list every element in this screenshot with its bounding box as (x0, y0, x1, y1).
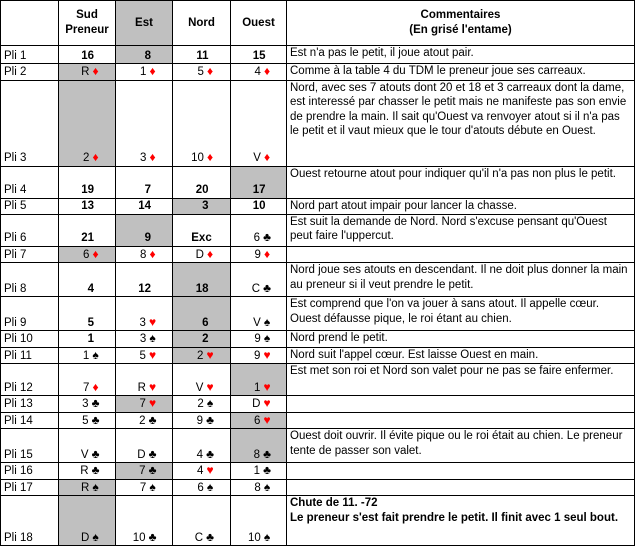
diamond-suit-icon: ♦ (92, 379, 99, 394)
card-ouest (231, 479, 287, 496)
club-suit-icon: ♣ (263, 280, 271, 295)
card-est (116, 263, 173, 297)
club-suit-icon: ♣ (91, 412, 100, 427)
card-value: 5 (197, 66, 204, 78)
diamond-suit-icon: ♦ (206, 150, 214, 164)
card-value: 4 (196, 448, 204, 461)
pli-label: Pli 1 (1, 46, 59, 64)
comment-cell (287, 412, 635, 429)
heart-suit-icon: ♥ (148, 314, 157, 329)
card-est (116, 198, 173, 214)
club-suit-icon: ♣ (91, 463, 100, 477)
spade-suit-icon: ♠ (149, 479, 156, 494)
comment-cell (287, 214, 635, 246)
card-value: 6 (253, 232, 261, 244)
spade-suit-icon: ♠ (206, 396, 214, 410)
card-value: 2 (197, 349, 204, 362)
comment-text: Ouest doit ouvrir. Il évite pique ou le roi était au chien. Le preneur tente de passer son valet. (290, 430, 623, 457)
trick-row (1, 496, 635, 546)
comment-cell (287, 463, 635, 480)
trick-row (1, 263, 635, 297)
club-suit-icon: ♣ (263, 463, 271, 477)
club-suit-icon: ♣ (206, 412, 214, 427)
comment-cell (287, 263, 635, 297)
card-value: 10 (252, 200, 266, 212)
card-value: 5 (87, 316, 94, 329)
card-value: 8 (144, 49, 151, 62)
trick-row (1, 64, 635, 81)
comment-cell (287, 479, 635, 496)
card-value: 21 (81, 232, 94, 244)
trick-row (1, 364, 635, 396)
card-est (116, 166, 173, 198)
card-value: 19 (81, 184, 94, 196)
comment-text: Nord prend le petit. (290, 332, 388, 344)
card-sud (59, 463, 116, 480)
card-ouest (231, 214, 287, 246)
card-ouest (231, 80, 287, 166)
pli-label: Pli 6 (1, 214, 59, 246)
comment-text: Nord joue ses atouts en descendant. Il ne doit plus donner la main au preneur si il veut prendre le petit. (290, 264, 628, 291)
card-nord (173, 198, 231, 214)
comment-cell (287, 331, 635, 348)
card-value: V (253, 316, 261, 329)
card-est (116, 297, 173, 331)
card-est (116, 331, 173, 348)
club-suit-icon: ♣ (148, 529, 157, 544)
club-suit-icon: ♣ (148, 446, 157, 461)
card-ouest (231, 429, 287, 463)
card-value: D (252, 398, 261, 410)
card-value: 6 (254, 414, 261, 427)
diamond-suit-icon: ♦ (263, 150, 271, 164)
card-nord (173, 412, 231, 429)
pli-label: Pli 8 (1, 263, 59, 297)
card-nord (173, 463, 231, 480)
card-value: 7 (83, 381, 90, 394)
card-value: C (194, 531, 204, 544)
card-value: 9 (254, 333, 261, 345)
trick-row (1, 166, 635, 198)
card-est (116, 214, 173, 246)
trick-row (1, 331, 635, 348)
card-value: C (251, 282, 261, 295)
comment-cell (287, 46, 635, 64)
card-value: 18 (195, 282, 209, 295)
card-sud (59, 412, 116, 429)
card-value: R (137, 381, 146, 394)
trick-row (1, 479, 635, 496)
card-nord (173, 347, 231, 364)
card-ouest (231, 263, 287, 297)
comment-cell (287, 396, 635, 413)
card-sud (59, 80, 116, 166)
card-value: R (81, 66, 90, 78)
club-suit-icon: ♣ (206, 529, 214, 544)
card-value: 20 (195, 184, 209, 196)
diamond-suit-icon: ♦ (263, 246, 271, 261)
pli-label: Pli 9 (1, 297, 59, 331)
card-value: D (81, 531, 90, 544)
card-value: 6 (197, 481, 204, 494)
card-ouest (231, 396, 287, 413)
pli-label: Pli 12 (1, 364, 59, 396)
card-value: 7 (139, 398, 146, 410)
comment-cell (287, 496, 635, 546)
card-value: 16 (81, 49, 94, 62)
comment-cell (287, 64, 635, 81)
header-est: Est (116, 1, 173, 46)
card-sud (59, 64, 116, 81)
card-nord (173, 80, 231, 166)
card-value: 2 (139, 414, 146, 427)
card-est (116, 412, 173, 429)
card-est (116, 46, 173, 64)
trick-row (1, 396, 635, 413)
card-sud (59, 396, 116, 413)
comment-cell (287, 246, 635, 263)
heart-suit-icon: ♥ (206, 347, 214, 362)
spade-suit-icon: ♠ (206, 479, 214, 494)
card-ouest (231, 364, 287, 396)
card-sud (59, 496, 116, 546)
diamond-suit-icon: ♦ (92, 64, 99, 78)
card-value: 11 (196, 49, 209, 62)
card-value: 15 (252, 49, 266, 62)
card-est (116, 429, 173, 463)
club-suit-icon: ♣ (91, 446, 100, 461)
card-value: 10 (191, 152, 204, 164)
card-sud (59, 347, 116, 364)
pli-label: Pli 15 (1, 429, 59, 463)
card-value: R (81, 481, 90, 494)
heart-suit-icon: ♥ (206, 463, 214, 477)
card-ouest (231, 347, 287, 364)
card-value: 13 (81, 200, 94, 212)
card-value: 3 (82, 398, 89, 410)
comment-text: Comme à la table 4 du TDM le preneur joue ses carreaux. (290, 65, 586, 77)
diamond-suit-icon: ♦ (206, 64, 214, 78)
card-value: 14 (138, 200, 151, 212)
diamond-suit-icon: ♦ (149, 150, 156, 164)
card-value: 9 (196, 414, 204, 427)
club-suit-icon: ♣ (263, 446, 271, 461)
spade-suit-icon: ♠ (263, 331, 271, 345)
trick-row (1, 246, 635, 263)
card-value: 8 (140, 248, 147, 261)
card-value: 4 (254, 66, 261, 78)
card-ouest (231, 412, 287, 429)
card-value: 8 (254, 481, 261, 494)
card-ouest (231, 331, 287, 348)
card-value: 3 (139, 316, 146, 329)
card-nord (173, 297, 231, 331)
card-ouest (231, 496, 287, 546)
card-nord (173, 64, 231, 81)
comment-text: Est n'a pas le petit, il joue atout pair. (290, 47, 474, 59)
card-est (116, 64, 173, 81)
card-value: 1 (253, 465, 261, 477)
comment-cell (287, 80, 635, 166)
comment-cell (287, 297, 635, 331)
card-sud (59, 198, 116, 214)
diamond-suit-icon: ♦ (263, 64, 271, 78)
card-value: 1 (140, 66, 147, 78)
card-value: 7 (144, 184, 151, 196)
card-nord (173, 364, 231, 396)
card-sud (59, 214, 116, 246)
card-est (116, 246, 173, 263)
club-suit-icon: ♣ (263, 230, 271, 244)
pli-label: Pli 10 (1, 331, 59, 348)
card-nord (173, 166, 231, 198)
card-value: 2 (202, 333, 209, 345)
comment-text: Ouest retourne atout pour indiquer qu'il n'a pas non plus le petit. (290, 167, 616, 180)
card-est (116, 463, 173, 480)
card-sud (59, 297, 116, 331)
pli-label: Pli 13 (1, 396, 59, 413)
comment-cell (287, 347, 635, 364)
pli-label: Pli 4 (1, 166, 59, 198)
card-ouest (231, 166, 287, 198)
club-suit-icon: ♣ (206, 446, 214, 461)
spade-suit-icon: ♠ (149, 331, 156, 345)
card-value: 9 (254, 248, 261, 261)
comment-text: Nord suit l'appel cœur. Est laisse Ouest en main. (290, 348, 539, 361)
pli-label: Pli 3 (1, 80, 59, 166)
pli-label: Pli 18 (1, 496, 59, 546)
pli-label: Pli 11 (1, 347, 59, 364)
heart-suit-icon: ♥ (263, 379, 271, 394)
card-value: 2 (83, 152, 90, 164)
card-sud (59, 246, 116, 263)
card-nord (173, 214, 231, 246)
card-value: D (195, 248, 204, 261)
card-value: 3 (202, 200, 209, 212)
spade-suit-icon: ♠ (263, 314, 271, 329)
pli-label: Pli 5 (1, 198, 59, 214)
card-value: 6 (83, 248, 90, 261)
header-ouest: Ouest (231, 1, 287, 46)
spade-suit-icon: ♠ (92, 347, 99, 362)
header-sud-preneur: Sud Preneur (59, 1, 116, 46)
card-value: 4 (197, 465, 204, 477)
card-value: 8 (253, 448, 261, 461)
header-pli (1, 1, 59, 46)
card-value: 1 (254, 381, 261, 394)
card-nord (173, 331, 231, 348)
card-nord (173, 496, 231, 546)
trick-row (1, 412, 635, 429)
trick-row (1, 463, 635, 480)
card-value: 1 (82, 349, 90, 362)
pli-label: Pli 7 (1, 246, 59, 263)
card-value: R (80, 465, 89, 477)
card-sud (59, 166, 116, 198)
card-ouest (231, 463, 287, 480)
comment-cell (287, 166, 635, 198)
comment-text: Est suit la demande de Nord. Nord s'excuse pensant qu'Ouest peut faire l'uppercut. (290, 215, 607, 242)
heart-suit-icon: ♥ (206, 379, 214, 394)
card-est (116, 396, 173, 413)
card-value: V (195, 381, 204, 394)
pli-label: Pli 16 (1, 463, 59, 480)
trick-row (1, 46, 635, 64)
card-value: 4 (87, 282, 94, 295)
card-value: 1 (87, 333, 94, 345)
card-est (116, 347, 173, 364)
card-sud (59, 364, 116, 396)
comment-text: Est comprend que l'on va jouer à sans atout. Il appelle cœur. Ouest défausse pique, le roi étant au chien. (290, 298, 600, 325)
card-value: 10 (132, 531, 146, 544)
trick-row (1, 214, 635, 246)
header-nord: Nord (173, 1, 231, 46)
pli-label: Pli 2 (1, 64, 59, 81)
club-suit-icon: ♣ (91, 396, 100, 410)
club-suit-icon: ♣ (148, 412, 157, 427)
card-est (116, 496, 173, 546)
card-value: 7 (139, 465, 146, 477)
card-nord (173, 396, 231, 413)
comment-cell (287, 198, 635, 214)
heart-suit-icon: ♥ (148, 347, 157, 362)
card-sud (59, 429, 116, 463)
spade-suit-icon: ♠ (263, 479, 271, 494)
card-nord (173, 429, 231, 463)
trick-row (1, 80, 635, 166)
card-value: 17 (252, 184, 266, 196)
trick-row (1, 347, 635, 364)
diamond-suit-icon: ♦ (206, 246, 214, 261)
card-value: 6 (202, 316, 209, 329)
card-est (116, 80, 173, 166)
card-nord (173, 46, 231, 64)
trick-row (1, 429, 635, 463)
card-sud (59, 263, 116, 297)
spade-suit-icon: ♠ (92, 479, 99, 494)
card-ouest (231, 198, 287, 214)
comment-text: Nord, avec ses 7 atouts dont 20 et 18 et 3 carreaux dont la dame, est interessé par chasser le petit mais ne manifeste pas son envie de prendre la main. Il sait qu'Ouest va renvoyer atout si il n'a pas le petit et il vaut mieux que le tour d'atouts débute en Ouest. (290, 81, 627, 137)
spade-suit-icon: ♠ (92, 529, 99, 544)
diamond-suit-icon: ♦ (149, 64, 156, 78)
comment-text: Le preneur s'est fait prendre le petit. Il finit avec 1 seul bout. (290, 511, 619, 524)
card-sud (59, 479, 116, 496)
heart-suit-icon: ♥ (148, 396, 157, 410)
card-value: 7 (139, 481, 147, 494)
trick-row (1, 198, 635, 214)
comment-text: Chute de 11. -72 (290, 497, 378, 509)
spade-suit-icon: ♠ (263, 529, 271, 544)
pli-label: Pli 14 (1, 412, 59, 429)
card-value: 10 (248, 531, 261, 544)
card-value: Exc (191, 232, 212, 244)
trick-row (1, 297, 635, 331)
card-value: 9 (254, 349, 261, 362)
tricks-body (1, 46, 635, 546)
heart-suit-icon: ♥ (263, 347, 271, 362)
card-est (116, 364, 173, 396)
card-nord (173, 479, 231, 496)
comment-text: Nord part atout impair pour lancer la chasse. (290, 199, 517, 212)
card-value: 12 (138, 282, 151, 295)
comment-cell (287, 429, 635, 463)
card-est (116, 479, 173, 496)
diamond-suit-icon: ♦ (149, 246, 156, 261)
card-nord (173, 246, 231, 263)
card-value: 9 (144, 232, 151, 244)
card-value: 3 (140, 152, 147, 164)
diamond-suit-icon: ♦ (92, 246, 99, 261)
card-ouest (231, 297, 287, 331)
comment-text: Est met son roi et Nord son valet pour ne pas se faire enfermer. (290, 365, 614, 377)
card-value: V (80, 448, 89, 461)
card-value: 2 (197, 398, 204, 410)
card-ouest (231, 246, 287, 263)
card-value: D (137, 448, 146, 461)
card-ouest (231, 46, 287, 64)
diamond-suit-icon: ♦ (92, 150, 99, 164)
pli-label: Pli 17 (1, 479, 59, 496)
card-sud (59, 46, 116, 64)
heart-suit-icon: ♥ (263, 396, 271, 410)
card-value: 5 (139, 349, 146, 362)
card-value: 3 (139, 333, 147, 345)
card-ouest (231, 64, 287, 81)
heart-suit-icon: ♥ (263, 412, 271, 427)
comment-cell (287, 364, 635, 396)
card-sud (59, 331, 116, 348)
heart-suit-icon: ♥ (148, 379, 157, 394)
header-row (1, 1, 635, 46)
card-value: 5 (82, 414, 89, 427)
card-value: V (253, 152, 261, 164)
card-nord (173, 263, 231, 297)
club-suit-icon: ♣ (148, 463, 157, 477)
header-comments: Commentaires (En grisé l'entame) (287, 1, 635, 46)
